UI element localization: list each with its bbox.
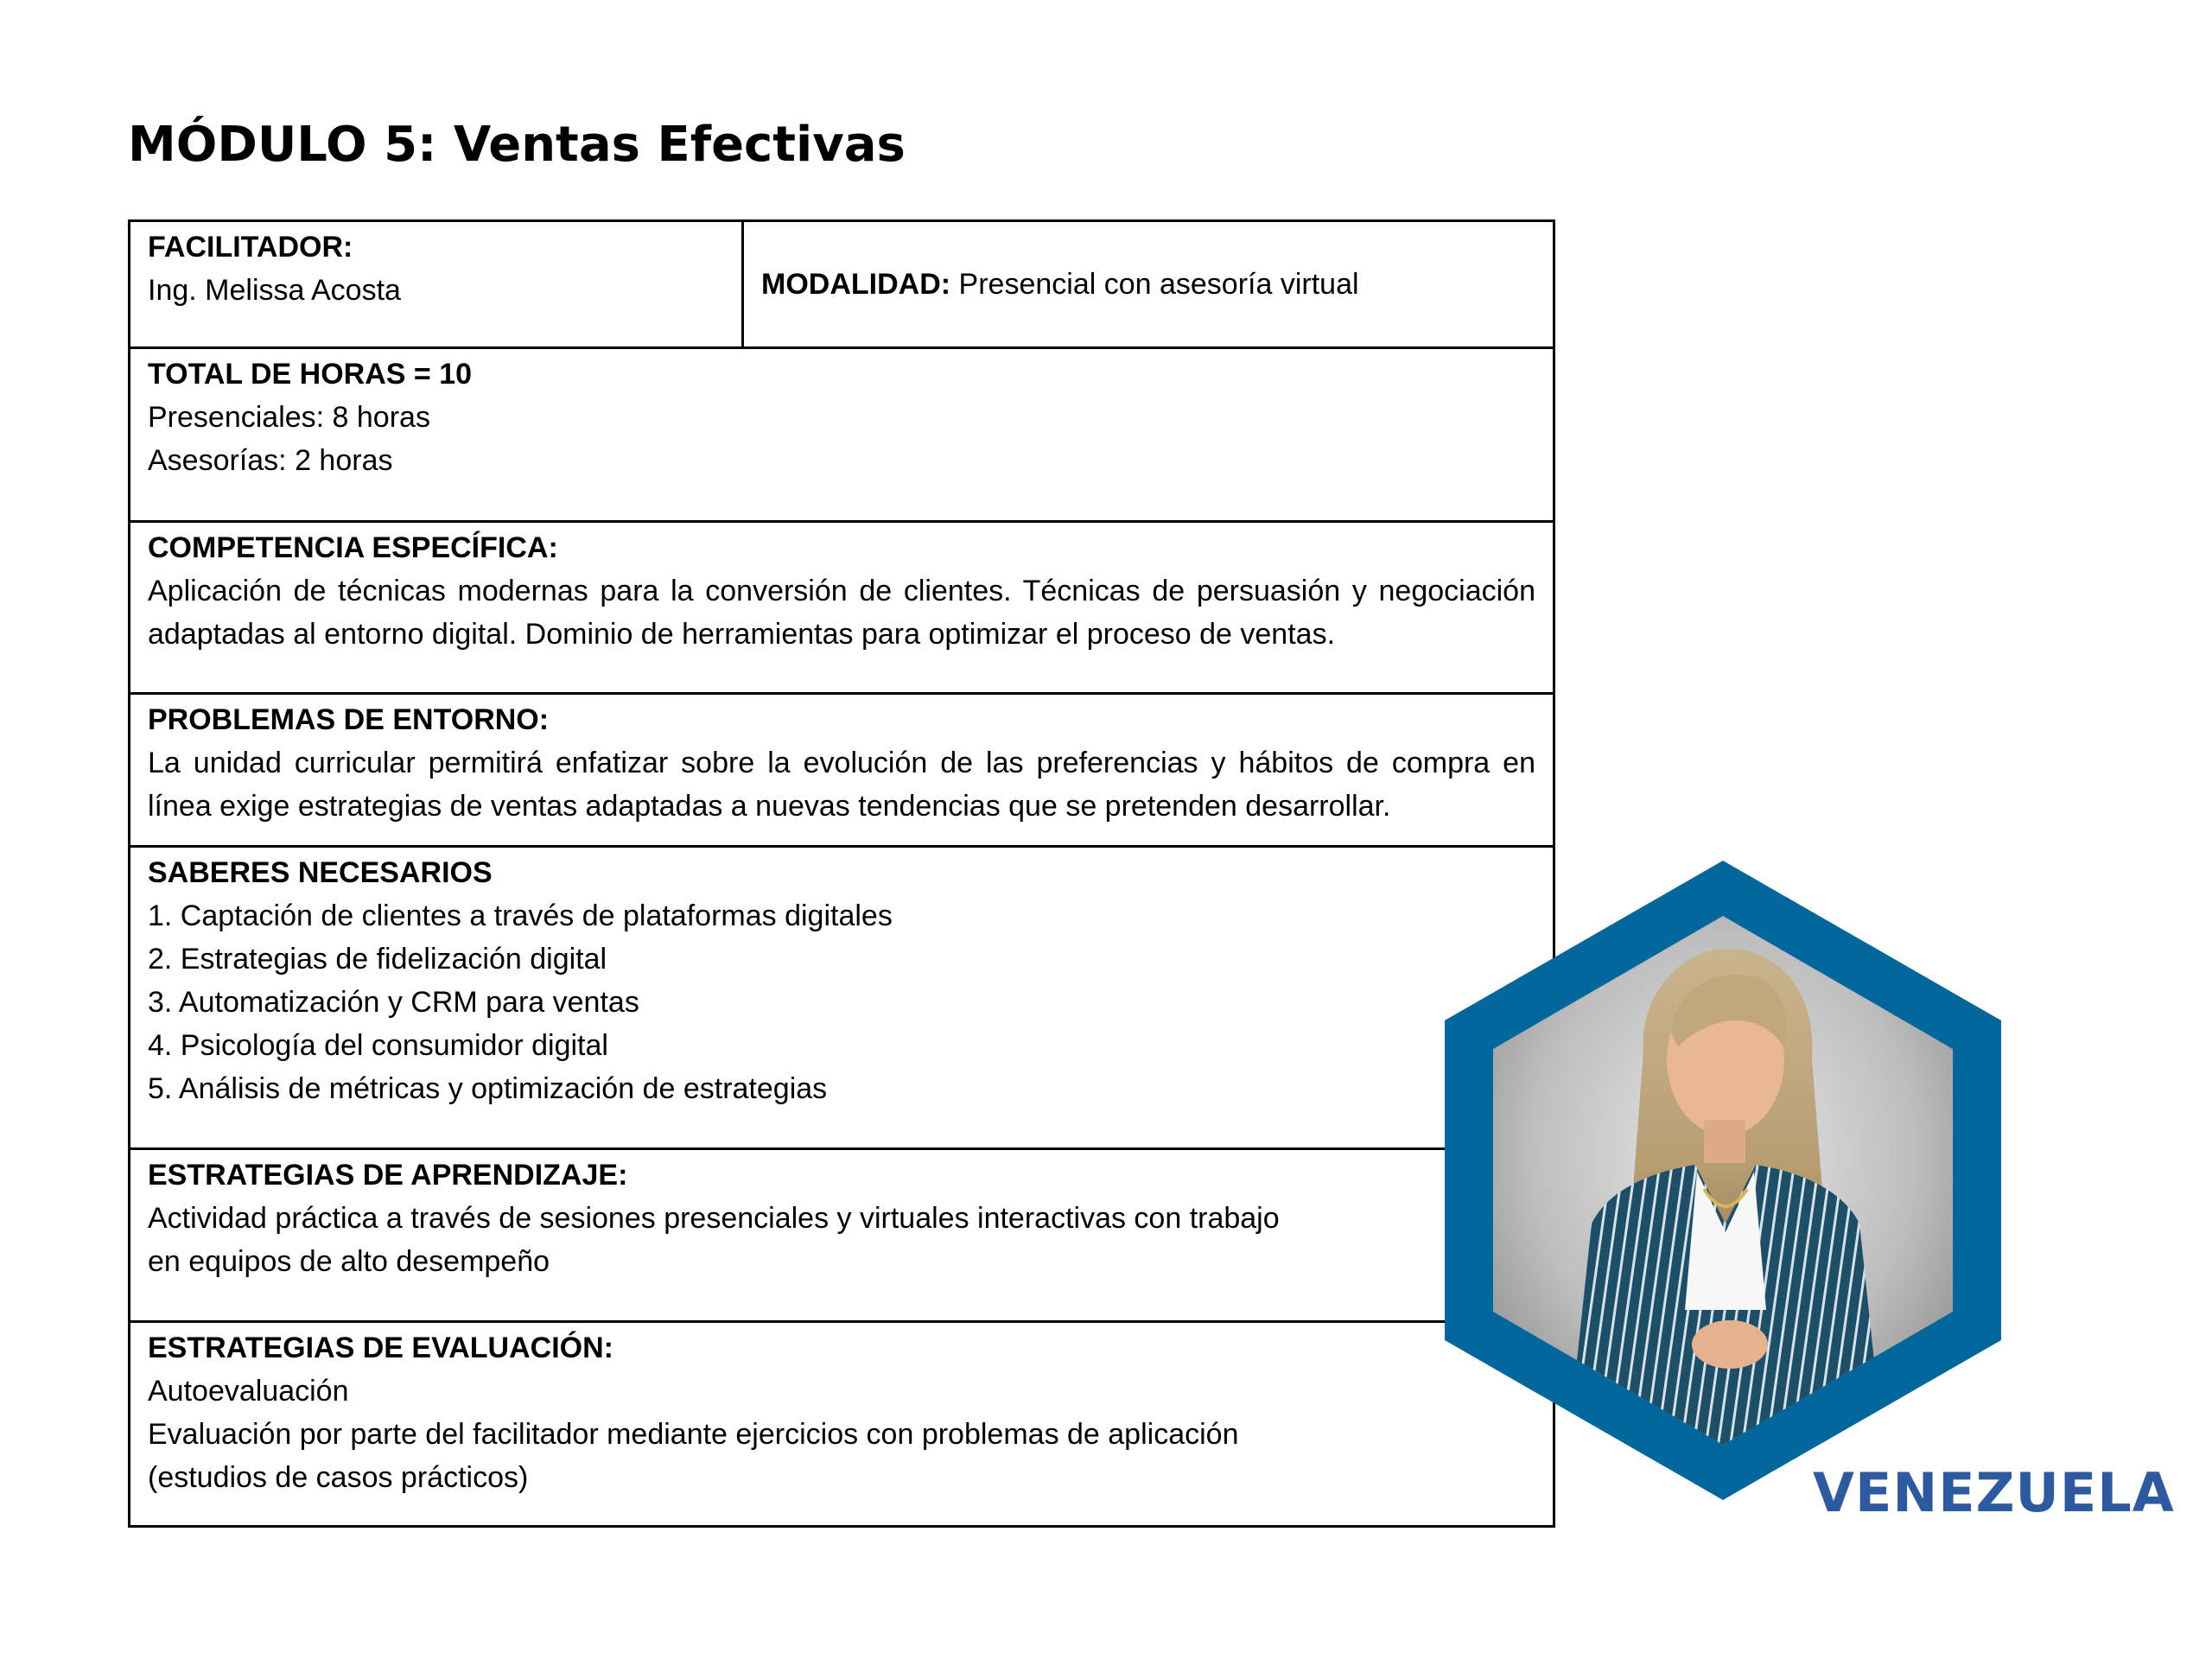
learning-strategies-label: ESTRATEGIAS DE APRENDIZAJE: bbox=[148, 1159, 628, 1192]
hours-total-label: TOTAL DE HORAS = 10 bbox=[148, 358, 473, 391]
modality-label: MODALIDAD: bbox=[761, 268, 951, 301]
page-title: MÓDULO 5: Ventas Efectivas bbox=[128, 117, 906, 173]
facilitator-photo-badge bbox=[1445, 861, 2001, 1500]
competency-row bbox=[130, 523, 1553, 695]
knowledge-item-3: 3. Automatización y CRM para ventas bbox=[148, 986, 639, 1019]
knowledge-label: SABERES NECESARIOS bbox=[148, 856, 493, 889]
country-label: VENEZUELA bbox=[1813, 1461, 2175, 1524]
hours-advisory: Asesorías: 2 horas bbox=[148, 444, 393, 477]
modality-value: Presencial con asesoría virtual bbox=[958, 268, 1359, 301]
modality-line bbox=[761, 263, 1359, 306]
learning-strategies-row bbox=[130, 1150, 1553, 1323]
evaluation-line-3: (estudios de casos prácticos) bbox=[148, 1461, 529, 1494]
learning-strategies-line-1: Actividad práctica a través de sesiones presenciales y virtuales interactivas con trabajo bbox=[148, 1202, 1280, 1235]
facilitator-name: Ing. Melissa Acosta bbox=[148, 274, 401, 307]
module-info-table bbox=[128, 219, 1555, 1528]
hexagon-photo-frame bbox=[1445, 861, 2001, 1500]
problems-label: PROBLEMAS DE ENTORNO: bbox=[148, 703, 550, 736]
evaluation-line-1: Autoevaluación bbox=[148, 1375, 349, 1408]
problems-row bbox=[130, 695, 1553, 848]
hours-presential: Presenciales: 8 horas bbox=[148, 401, 430, 434]
modality-cell bbox=[744, 222, 1553, 346]
competency-label: COMPETENCIA ESPECÍFICA: bbox=[148, 531, 558, 564]
hours-row bbox=[130, 349, 1553, 523]
learning-strategies-line-2: en equipos de alto desempeño bbox=[148, 1245, 550, 1278]
evaluation-strategies-label: ESTRATEGIAS DE EVALUACIÓN: bbox=[148, 1332, 613, 1364]
evaluation-strategies-row bbox=[130, 1323, 1553, 1525]
knowledge-item-5: 5. Análisis de métricas y optimización de estrategias bbox=[148, 1072, 828, 1105]
knowledge-item-1: 1. Captación de clientes a través de plataformas digitales bbox=[148, 899, 893, 932]
problems-text: La unidad curricular permitirá enfatizar sobre la evolución de las preferencias y hábitos de compra en línea exige estrategias de ventas adaptadas a nuevas tendencias que se pretenden desarrollar. bbox=[148, 747, 1535, 823]
knowledge-row bbox=[130, 848, 1553, 1150]
facilitator-cell bbox=[130, 222, 744, 346]
facilitator-row bbox=[130, 222, 1553, 349]
evaluation-line-2: Evaluación por parte del facilitador mediante ejercicios con problemas de aplicación bbox=[148, 1418, 1239, 1451]
knowledge-item-4: 4. Psicología del consumidor digital bbox=[148, 1029, 608, 1062]
competency-text: Aplicación de técnicas modernas para la conversión de clientes. Técnicas de persuasión y negociación adaptadas al entorno digital. Dominio de herramientas para optimizar el proceso de ventas. bbox=[148, 575, 1535, 651]
facilitator-label: FACILITADOR: bbox=[148, 231, 353, 264]
knowledge-item-2: 2. Estrategias de fidelización digital bbox=[148, 943, 607, 976]
